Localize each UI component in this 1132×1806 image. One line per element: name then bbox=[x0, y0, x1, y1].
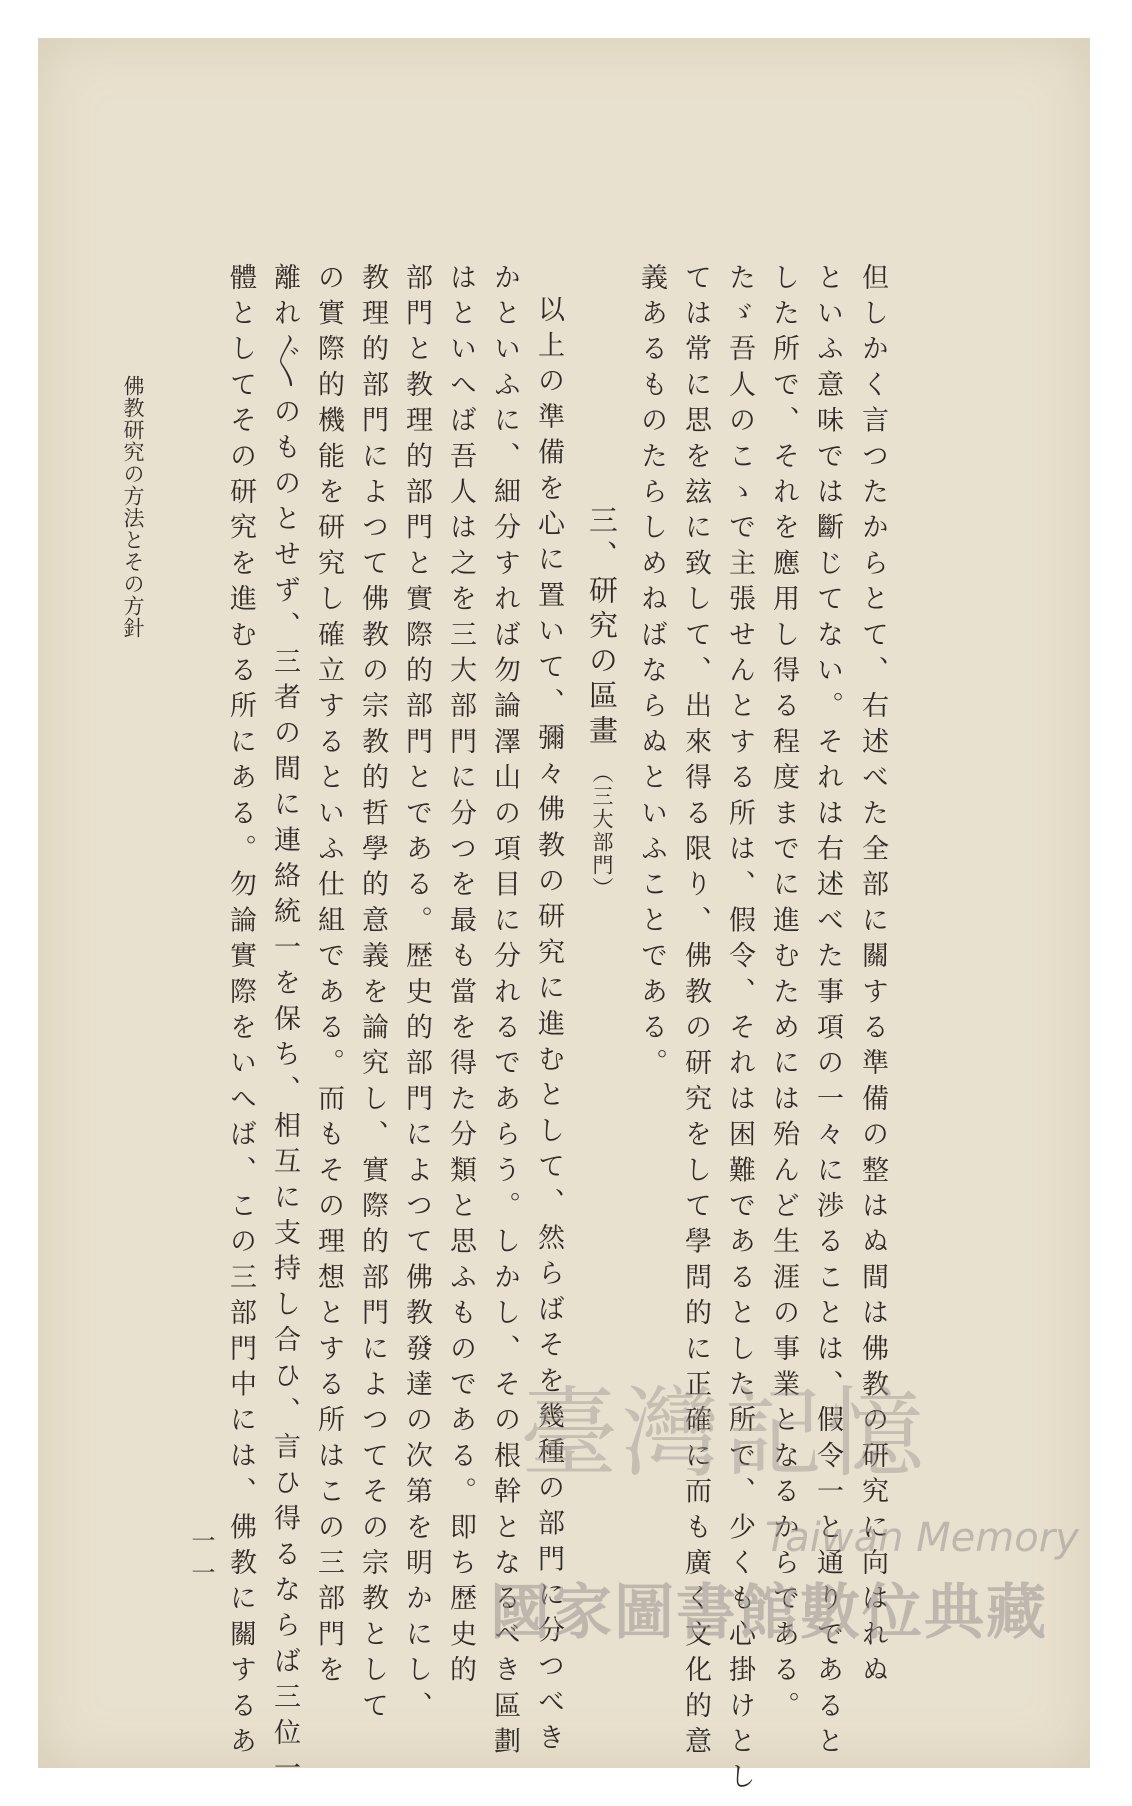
text-column-3: した所で、それを應用し得る程度までに進むためには殆んど生涯の事業となるからである。 bbox=[768, 263, 799, 1727]
page-number: 一一 bbox=[187, 1528, 215, 1592]
text-column-7: 以上の準備を心に置いて、彌々佛教の研究に進むとして、然らばそを幾種の部門に分つべき bbox=[533, 295, 564, 1759]
watermark-chinese: 國家圖書館數位典藏 bbox=[490, 1578, 1048, 1648]
text-column-6: 義あるものたらしめねばならぬといふことである。 bbox=[636, 263, 667, 1085]
text-column-8: かといふに、細分すれば勿論澤山の項目に分れるであらう。しかし、その根幹となるべき區劃 bbox=[489, 263, 520, 1763]
text-column-10: 部門と教理的部門と實際的部門とである。歴史的部門によつて佛教發達の次第を明かにし、 bbox=[401, 263, 432, 1727]
text-column-4: たゞ吾人のこゝで主張せんとする所は、假令、それは困難であるとした所で、少くも心掛けとし bbox=[724, 263, 755, 1799]
running-title: 佛教研究の方法とその方針 bbox=[121, 375, 145, 639]
section-heading-title: 三、研究の區畫 bbox=[585, 505, 619, 750]
text-column-5: ては常に思を玆に致して、出來得る限り、佛教の研究をして學問的に正確に而も廣く文化的意 bbox=[680, 263, 711, 1763]
section-heading-subtitle: （三大部門） bbox=[590, 762, 614, 900]
watermark-calligraphy: 臺灣記憶 bbox=[520, 1377, 929, 1491]
text-column-2: といふ意味では斷じてない。それは右述べた事項の一々に渉ることは、假令一と通りであると bbox=[812, 263, 843, 1763]
section-heading bbox=[587, 505, 617, 900]
paper-page bbox=[38, 38, 1090, 1768]
text-column-13: 離れ〴〵のものとせず、三者の間に連絡統一を保ち、相互に支持し合ひ、言ひ得るならば三位一 bbox=[269, 263, 300, 1790]
watermark-english: Taiwan Memory bbox=[765, 1515, 1079, 1561]
text-column-1: 但しかく言つたからとて、右述べた全部に關する準備の整はぬ間は佛教の研究に向はれぬ bbox=[857, 263, 888, 1691]
text-column-11: 教理的部門によつて佛教の宗教的哲學的意義を論究し、實際的部門によつてその宗教として bbox=[357, 263, 388, 1727]
text-column-14: 體としてその研究を進むる所にある。勿論實際をいへば、この三部門中には、佛教に關するあ bbox=[225, 263, 256, 1763]
text-column-9: はといへば吾人は之を三大部門に分つを最も當を得た分類と思ふものである。即ち歴史的 bbox=[445, 263, 476, 1691]
text-column-12: の實際的機能を研究し確立するといふ仕組である。而もその理想とする所はこの三部門を bbox=[313, 263, 344, 1691]
